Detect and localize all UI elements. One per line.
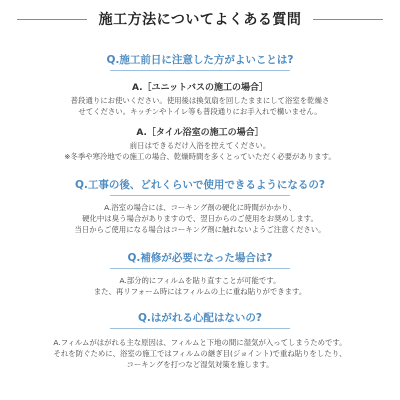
answer-line: 普段通りにお使いください。使用後は換気扇を回したままにして浴室を乾燥さ (70, 96, 330, 105)
faq-question-4: Q.はがれる心配はないの? (137, 312, 262, 324)
answer-line: 当日からご使用になる場合はコーキング剤に触れないようご注意ください。 (74, 225, 326, 234)
question-divider-4 (110, 328, 290, 329)
faq-question-2: Q.工事の後、どれくらいで使用できるようになるの? (74, 179, 325, 191)
answer-1a-heading: A.［ユニットバスの施工の場合］ (131, 83, 268, 93)
answer-line: せてください。キッチンやトイレ等も普段通りにお手入れで構いません。 (78, 107, 322, 116)
page-title: 施工方法についてよくある質問 (98, 12, 302, 28)
answer-1b-text (0, 140, 400, 162)
answer-line: A.浴室の場合には、コーキング剤の硬化に時間がかかり、 (104, 203, 296, 212)
answer-line: A.フィルムがはがれる主な原因は、フィルムと下地の間に湿気が入ってしまうためです。 (53, 338, 347, 347)
faq-question-3: Q.補修が必要になった場合は? (127, 252, 273, 264)
question-divider-3 (110, 268, 290, 269)
question-divider-2 (110, 195, 290, 196)
title-divider-left (17, 19, 87, 20)
answer-line: 硬化中は臭う場合がありますので、翌日からのご使用をお奨めします。 (82, 214, 318, 223)
answer-line: A.部分的にフィルムを貼り直すことが可能です。 (119, 276, 281, 285)
faq-header (0, 9, 400, 29)
title-divider-right (313, 19, 383, 20)
answer-2-text (0, 202, 400, 235)
answer-line: ※冬季や寒冷地での施工の場合、乾燥時間を多くとっていただく必要があります。 (64, 152, 336, 161)
faq-question-1: Q.施工前日に注意した方がよいことは? (106, 54, 294, 66)
answer-line: 前日はできるだけ入浴を控えてください。 (129, 141, 271, 150)
answer-line: また、再リフォーム時にはフィルムの上に重ね貼りができます。 (93, 287, 307, 296)
answer-1b-heading: A.［タイル浴室の施工の場合］ (136, 128, 264, 138)
question-divider-1 (110, 70, 290, 71)
answer-3-text (0, 275, 400, 297)
answer-4-text (0, 337, 400, 370)
answer-line: コーキングを打つなど湿気対策を施します。 (126, 360, 274, 369)
answer-line: それを防ぐために、浴室の施工ではフィルムの継ぎ目(ジョイント)で重ね貼りをしたり、 (53, 349, 347, 358)
answer-1a-text (0, 95, 400, 117)
